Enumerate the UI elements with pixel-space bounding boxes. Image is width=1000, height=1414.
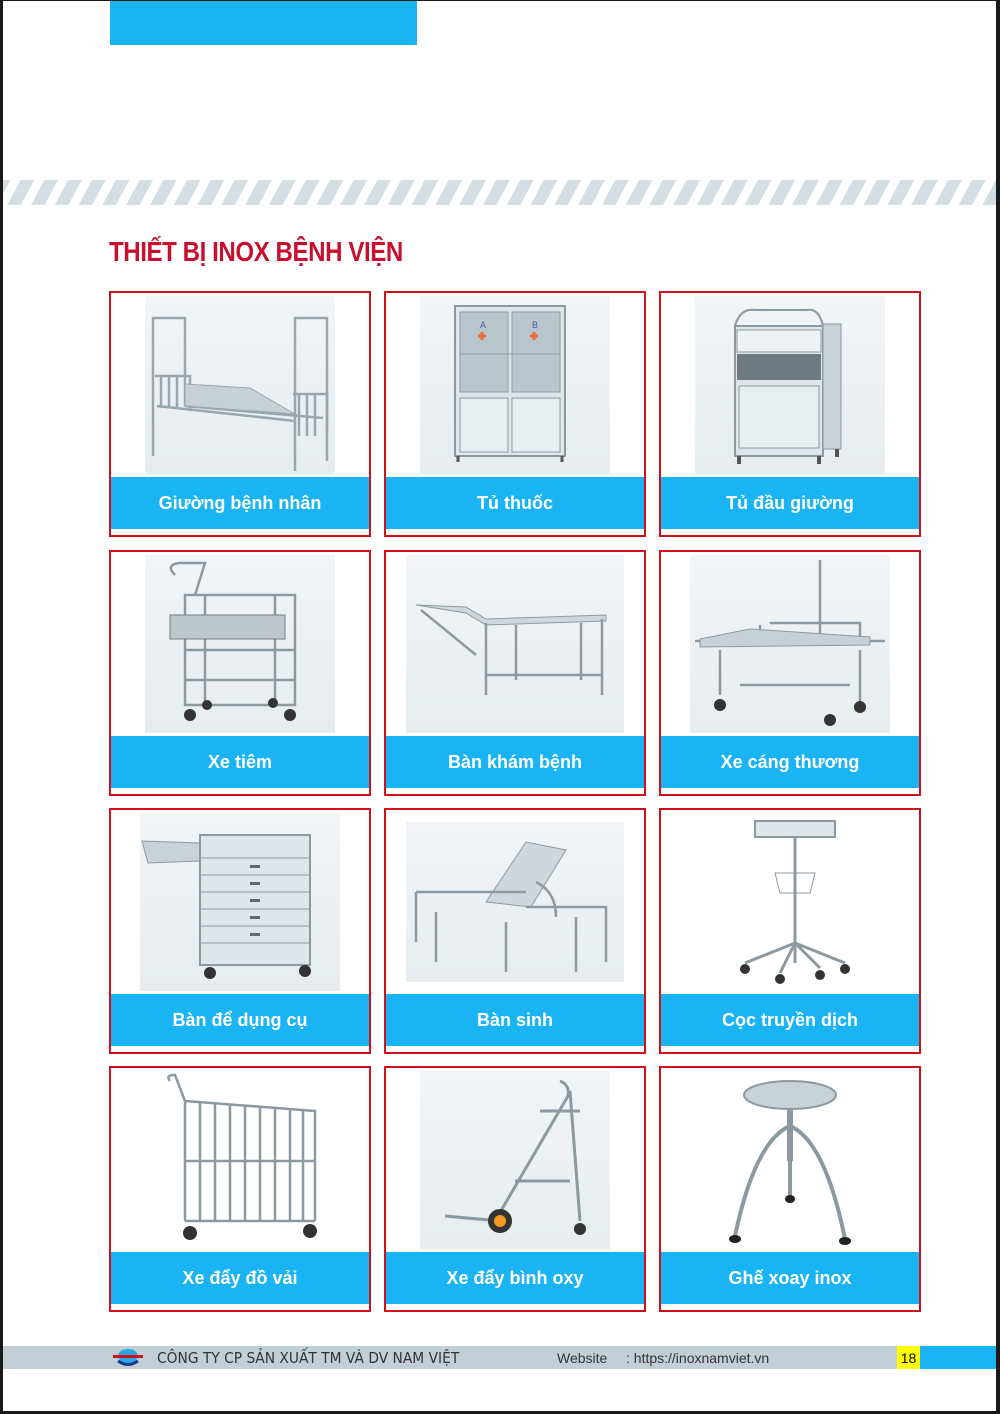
injection-cart-icon [145,555,335,733]
product-card-hospital-bed[interactable] [109,291,371,537]
product-label: Bàn khám bệnh [386,736,644,788]
oxygen-cylinder-trolley-icon [420,1071,610,1249]
product-card-medicine-cabinet[interactable] [384,291,646,537]
product-card-swivel-stool[interactable] [659,1066,921,1312]
header-accent-bar [110,0,417,45]
product-label: Bàn để dụng cụ [111,994,369,1046]
product-image [420,296,610,474]
svg-text:A: A [480,320,487,330]
medicine-cabinet-icon [420,296,610,474]
product-card-stretcher-trolley[interactable] [659,550,921,796]
footer-accent-bar [920,1346,996,1369]
delivery-bed-icon [406,822,624,982]
product-label: Bàn sinh [386,994,644,1046]
product-image [140,813,340,991]
examination-table-icon [406,555,624,733]
stretcher-trolley-icon [690,555,890,733]
product-card-linen-trolley[interactable] [109,1066,371,1312]
footer-website-label: Website [557,1350,608,1366]
product-image [145,555,335,733]
footer-band [3,1346,996,1369]
product-image [406,822,624,982]
product-label: Xe đẩy bình oxy [386,1252,644,1304]
product-card-instrument-table[interactable] [109,808,371,1054]
product-label: Tủ thuốc [386,477,644,529]
product-label: Xe tiêm [111,736,369,788]
iv-pole-icon [695,813,885,991]
decorative-stripe-band [3,180,996,205]
product-card-iv-pole[interactable] [659,808,921,1054]
product-image [145,296,335,474]
product-image [406,555,624,733]
product-image [690,555,890,733]
footer-website-link[interactable]: : https://inoxnamviet.vn [626,1350,770,1366]
product-image [420,1071,610,1249]
product-card-oxygen-cylinder-trolley[interactable] [384,1066,646,1312]
hospital-bed-icon [145,296,335,474]
product-image [145,1071,335,1249]
bedside-cabinet-icon [695,296,885,474]
product-label: Giường bệnh nhân [111,477,369,529]
company-logo-icon [112,1348,144,1367]
product-image [695,296,885,474]
product-image [695,813,885,991]
product-card-bedside-cabinet[interactable] [659,291,921,537]
linen-trolley-icon [145,1071,335,1249]
page-number: 18 [897,1346,920,1369]
swivel-stool-icon [695,1071,885,1249]
product-label: Xe đẩy đồ vải [111,1252,369,1304]
instrument-table-icon [140,813,340,991]
product-label: Xe cáng thương [661,736,919,788]
product-label: Ghế xoay inox [661,1252,919,1304]
footer-company-name: CÔNG TY CP SẢN XUẤT TM VÀ DV NAM VIỆT [157,1349,460,1367]
product-label: Cọc truyền dịch [661,994,919,1046]
product-card-injection-cart[interactable] [109,550,371,796]
product-card-examination-table[interactable] [384,550,646,796]
page-title: THIẾT BỊ INOX BỆNH VIỆN [109,236,403,267]
product-label: Tủ đầu giường [661,477,919,529]
product-image [695,1071,885,1249]
svg-text:B: B [532,320,539,330]
product-card-delivery-bed[interactable] [384,808,646,1054]
